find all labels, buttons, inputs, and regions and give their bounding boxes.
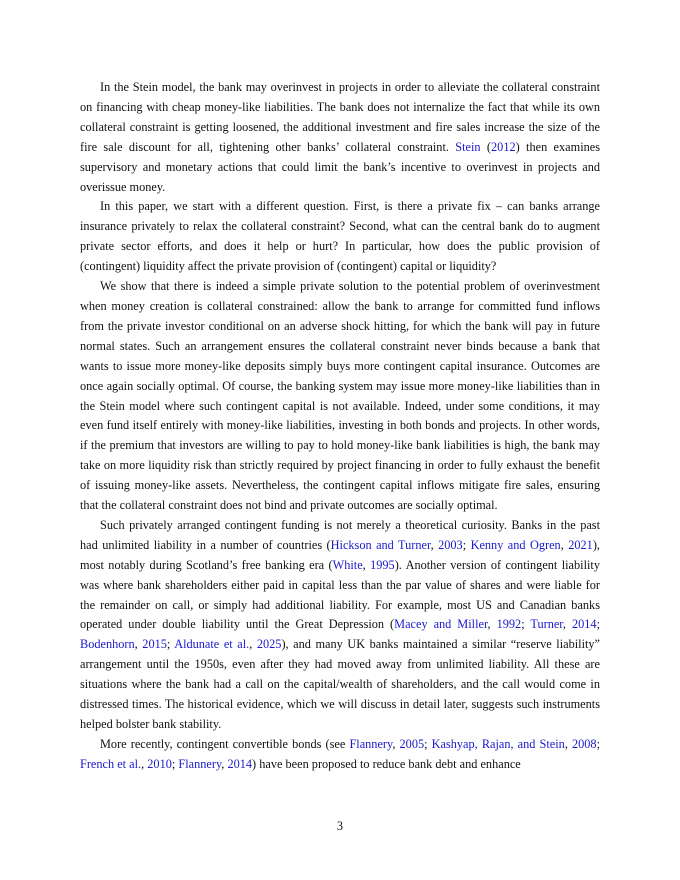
citation-link[interactable]: 1992 bbox=[496, 617, 522, 632]
text-run: ). Another version of contingent liability was where bank shareholders either paid in capital less than the par value of shares and were liable for the remainder on call, or simply had additional liability. For example, most US and Canadian banks operated under double liability until the Great Depression ( bbox=[80, 557, 600, 632]
citation-link[interactable]: 2025 bbox=[256, 637, 282, 652]
citation-link[interactable]: 2008 bbox=[571, 736, 597, 751]
citation-link[interactable]: Kashyap, Rajan, and Stein bbox=[431, 736, 565, 751]
citation-link[interactable]: 2005 bbox=[399, 736, 425, 751]
text-run: ; bbox=[166, 637, 175, 652]
paragraph-3 bbox=[80, 277, 600, 516]
citation-link[interactable]: Kenny and Ogren bbox=[470, 537, 561, 552]
paragraph-4 bbox=[80, 516, 600, 735]
citation-link[interactable]: 1995 bbox=[370, 557, 395, 572]
paragraph-1 bbox=[80, 78, 600, 197]
text-run: ; bbox=[521, 617, 531, 632]
citation-link[interactable]: 2012 bbox=[491, 139, 516, 154]
citation-link[interactable]: Stein bbox=[455, 139, 481, 154]
text-run: ; bbox=[424, 736, 432, 751]
text-run: ; bbox=[596, 617, 600, 632]
text-run: ; bbox=[596, 736, 600, 751]
paper-body bbox=[80, 78, 600, 775]
text-run: More recently, contingent convertible bonds (see bbox=[100, 736, 350, 751]
text-run: , bbox=[562, 617, 572, 632]
text-run: , bbox=[564, 736, 572, 751]
text-run: In the Stein model, the bank may overinvest in projects in order to alleviate the collateral constraint on financing with cheap money-like liabilities. The bank does not internalize the fact that while its own collateral constraint is getting loosened, the additional investment and fire sales increase the size of the fire sale discount for all, tightening other banks’ collateral constraint. bbox=[80, 80, 600, 154]
text-run: , bbox=[249, 637, 257, 652]
citation-link[interactable]: Hickson and Turner bbox=[330, 537, 431, 552]
paragraph-5 bbox=[80, 735, 600, 775]
text-run: , bbox=[362, 557, 371, 572]
citation-link[interactable]: French et al. bbox=[80, 756, 142, 771]
text-run: In this paper, we start with a different question. First, is there a private fix – can banks arrange insurance privately to relax the collateral constraint? Second, what can the central bank do to augment private sector efforts, and does it help or hurt? In particular, how does the public provision of (contingent) liquidity affect the private provision of (contingent) capital or liquidity? bbox=[80, 199, 600, 274]
citation-link[interactable]: 2010 bbox=[147, 756, 172, 771]
text-run: ) have been proposed to reduce bank debt and enhance bbox=[252, 756, 521, 771]
text-run: ) then examines supervisory and monetary actions that could limit the bank’s incentive to overinvest in projects and overissue money. bbox=[80, 139, 600, 194]
text-run: We show that there is indeed a simple private solution to the potential problem of overinvestment when money creation is collateral constrained: allow the bank to arrange for committed fund inflows from the private investor conditional on an adverse shock hitting, for which the bank will pay in future normal states. Such an arrangement ensures the collateral constraint never binds because a bank that wants to issue more money-like deposits simply buys more contingent capital insurance. Outcomes are once again socially optimal. Of course, the banking system may issue more money-like liabilities than in the Stein model where such contingent capital is not available. Indeed, under some conditions, it may even fund itself entirely with money-like liabilities, investing in both bonds and projects. In other words, if the premium that investors are willing to pay to hold money-like bank liabilities is high, the bank may take on more liquidity risk than strictly required by project financing in order to fully exhaust the benefit of issuing money-like assets. Nevertheless, the contingent capital inflows mitigate fire sales, ensuring that the collateral constraint does not bind and private outcomes are socially optimal. bbox=[80, 279, 600, 513]
text-run: Such privately arranged contingent funding is not merely a theoretical curiosity. Banks in the past had unlimited liability in a number of countries ( bbox=[80, 517, 600, 552]
citation-link[interactable]: 2014 bbox=[571, 617, 597, 632]
text-run: ; bbox=[462, 537, 471, 552]
citation-link[interactable]: 2021 bbox=[568, 537, 593, 552]
citation-link[interactable]: Flannery bbox=[178, 756, 222, 771]
citation-link[interactable]: 2014 bbox=[227, 756, 253, 771]
text-run: , bbox=[221, 756, 228, 771]
citation-link[interactable]: Bodenhorn bbox=[80, 637, 135, 652]
text-run: , bbox=[392, 736, 400, 751]
text-run: ; bbox=[171, 756, 179, 771]
text-run: , bbox=[560, 537, 569, 552]
citation-link[interactable]: Turner bbox=[530, 617, 563, 632]
text-run: , bbox=[430, 537, 439, 552]
text-run: ( bbox=[480, 139, 492, 154]
citation-link[interactable]: White bbox=[332, 557, 363, 572]
paragraph-2 bbox=[80, 197, 600, 277]
citation-link[interactable]: 2015 bbox=[142, 637, 167, 652]
page-number: 3 bbox=[336, 819, 344, 833]
citation-link[interactable]: 2003 bbox=[438, 537, 463, 552]
citation-link[interactable]: Macey and Miller bbox=[394, 617, 488, 632]
citation-link[interactable]: Aldunate et al. bbox=[174, 637, 250, 652]
text-run: ), and many UK banks maintained a similar “reserve liability” arrangement until the 1950s, even after they had moved away from unlimited liability. All these are situations where the bank had a call on the capital/wealth of shareholders, and the call would come in distressed times. The historical evidence, which we will discuss in detail later, suggests such instruments helped bolster bank stability. bbox=[80, 637, 601, 731]
text-run: ), most notably during Scotland’s free banking era ( bbox=[80, 537, 600, 572]
citation-link[interactable]: Flannery bbox=[349, 736, 393, 751]
text-run: , bbox=[487, 617, 497, 632]
text-run: , bbox=[134, 637, 143, 652]
text-run: , bbox=[141, 756, 148, 771]
